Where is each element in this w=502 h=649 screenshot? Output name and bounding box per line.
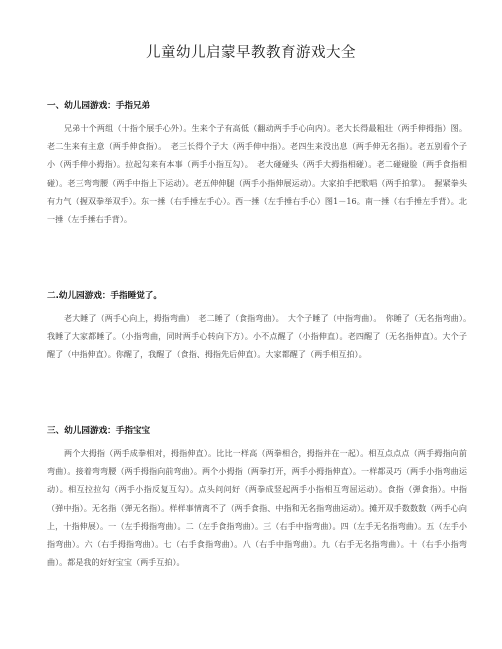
section-heading: 二.幼儿园游戏：手指睡觉了。	[47, 291, 162, 301]
section-finger-brothers	[47, 99, 467, 228]
section-body: 两个大拇指（两手成拳相对，拇指伸直）。比比一样高（两拳相合，拇指并在一起）。相互点点点（两手拇指向前弯曲）。接着弯弯腰（两手拇指向前弯曲）。两个小拇指（两拳打开，两手小拇指伸直）。一样都灵巧（两手小指弯曲运动）。相互拉拉勾（两手小指反复互勾）。点头问问好（两拳成竖起两手小指相互弯屈运动）。食指（弹食指）。中指（弹中指）。无名指（弹无名指）。样样事情离不了（两手食指、中指和无名指弯曲运动）。摊开双手数数数（两手心向上，十指伸展）。一（左手拇指弯曲）。二（左手食指弯曲）。三（右手中指弯曲）。四（左手无名指弯曲）。五（左手小指弯曲）。六（右手拇指弯曲）。七（右手食指弯曲）。八（右手中指弯曲）。九（右手无名指弯曲）。十（右手小指弯曲）。都是我的好好宝宝（两手互拍）。	[47, 448, 467, 568]
document-title: 儿童幼儿启蒙早教教育游戏大全	[146, 45, 356, 61]
section-fingers-sleep	[47, 289, 476, 364]
section-body: 老大睡了（两手心向上，拇指弯曲） 老二睡了（食指弯曲）。 大个子睡了（中指弯曲）。 你睡了（无名指弯曲）。 我睡了大家都睡了。（小指弯曲，同时两手心转向下方）。小不点醒了（小指伸直）。老四醒了（无名指伸直）。大个子醒了（中指伸直）。你醒了，我醒了（食指、拇指先后伸直）。大家都醒了（两手相互拍）。	[47, 313, 476, 360]
section-heading: 三、幼儿园游戏：手指宝宝	[47, 426, 151, 436]
section-heading: 一、幼儿园游戏：手指兄弟	[47, 101, 151, 111]
section-finger-babies	[47, 424, 467, 571]
section-body: 兄弟十个两组（十指个展手心外）。生来个子有高低（翻动两手手心向内）。老大长得最粗壮（两手伸拇指）图。老二生来有主意（两手伸食指）。 老三长得个子大（两手伸中指）。老四生来没出息（两手伸无名指）。老五别看个子小（两手伸小拇指）。拉起勾来有本事（两手小指互勾）。 老大碰碰头（两手大拇指相碰）。老二碰碰脸（两手食指相碰）。老三弯弯腰（两手中指上下运动）。老五伸伸腿（两手小指伸展运动）。大家拍手把歌唱（两手拍掌）。 握紧拳头有力气（握双拳举双手）。东一捶（右手捶左手心）。西一捶（左手捶右手心）图1－16。南一捶（右手捶左手背）。北一捶（左手捶右手背）。	[47, 123, 467, 225]
